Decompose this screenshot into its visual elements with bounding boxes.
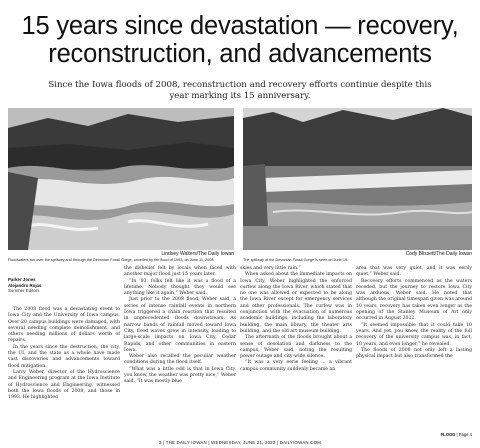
body-paragraph: The floods of 2008 not only left a lasting physical impact but also transformed the — [356, 347, 472, 360]
article-headline — [8, 12, 472, 68]
section-page-tag — [400, 432, 472, 437]
page-footer: 3 | THE DAILY IOWAN | WEDNESDAY, JUNE 21, 2023 | DAILYIOWAN.COM — [158, 440, 322, 445]
body-paragraph: In the years since the destruction, the city, the UI, and the state as a whole have made vast discoveries and advancements toward flood mitigation. — [8, 344, 120, 369]
section-separator: | — [456, 432, 458, 437]
photo-credit-left: Lindsey Walters/The Daily Iowan — [161, 251, 234, 257]
flood-spillway-photo — [8, 108, 234, 250]
author-name: Parker Jones — [8, 277, 36, 282]
body-paragraph: Just prior to the 2008 flood, Weber said, a series of intense rainfall events in northern Iowa triggered a chain reaction that resulted in unprecedented floods downstream. As narrow bands of rainfall moved toward Iowa City, flood waves grew in intensity, leading to large-scale impacts on Iowa City, Cedar Rapids, and other communities in eastern Iowa. — [124, 297, 236, 353]
spillway-now-photo — [243, 108, 472, 250]
headline-line-2: reconstruction, and advancements — [48, 40, 432, 68]
body-paragraph: the disbelief felt by locals when faced with another major flood just 15 years later. — [124, 266, 236, 278]
photo-caption-right: The spillway at the Devonian Fossil Gorge is seen on June 19. — [243, 258, 349, 262]
body-column-1 — [8, 307, 120, 401]
body-column-4 — [356, 266, 472, 360]
body-paragraph: “It was a very eerie feeling ... a vibrant campus community suddenly became an — [240, 360, 352, 372]
photo-caption-left: Floodwaters run over the spillway and through the Devonian Fossil Gorge, unveiled by the flood of 1993, on June 11, 2008. — [8, 258, 215, 262]
body-paragraph: area that was very quiet, and it was eerily quiet,” Weber said. — [356, 266, 472, 278]
body-paragraph: “What was a little odd is that in Iowa City, you know, the weather was pretty nice,” Weber said. “It was mostly blue — [124, 366, 236, 385]
article-subhead: Since the Iowa floods of 2008, reconstruction and recovery efforts continue despite this year marking its 15 anniversary. — [48, 80, 432, 101]
body-paragraph: “In ’93, folks felt like it was a flood of a lifetime. Nobody thought they would see anything like it again,” Weber said. — [124, 278, 236, 297]
body-column-3 — [240, 266, 352, 373]
body-paragraph: Weber also recalled the peculiar weather conditions during the flood itself. — [124, 354, 236, 366]
article-byline — [8, 277, 120, 294]
author-role: Summer Editors — [8, 288, 40, 294]
body-paragraph: The 2008 flood was a devastating event to Iowa City and the University of Iowa campus. Over 20 campus buildings were damaged, with several needing complete demolishment, and others needing millions of dollars worth of repairs. — [8, 307, 120, 344]
body-paragraph: Recovery efforts commenced as the waters receded, but the journey to restore Iowa City was arduous, Weber said. He noted that although the original timespan given was around 10 years, recovery has taken even longer as the opening of the Stanley Museum of Art only occurred in August 2022. — [356, 278, 472, 322]
spillway-now-image — [243, 108, 472, 250]
body-paragraph: Larry Weber, director of the Hydroscience and Engineering program at the Iowa Institute of Hydroscience and Engineering, witnessed both the Iowa floods of 2008, and those in 1993. He highlighted — [8, 369, 120, 401]
section-page-number: Page 4 — [458, 432, 472, 437]
body-paragraph: When asked about the immediate impacts on Iowa City, Weber highlighted the enforced curfew along the Iowa River, which stated that no one was allowed or expected to be along the Iowa River except for emergency services and other professionals. The curfew was in conjunction with the evacuation of numerous academic buildings, including the laboratory building, the main library, the theater arts building, and the old art museum building. — [240, 272, 352, 334]
body-column-2 — [124, 266, 236, 386]
headline-line-1: 15 years since devastation — recovery, — [21, 12, 459, 40]
photo-credit-right: Cody Blissett/The Daily Iowan — [405, 251, 472, 257]
body-paragraph: The aftermath of the floods brought about a sense of desolation and darkness to the campus, Weber said, noting the resulting power outage and city-wide silence. — [240, 335, 352, 360]
author-name: Alejandro Rojas — [8, 282, 42, 288]
body-paragraph: skies and very little rain.” — [240, 266, 301, 271]
section-label: FLOOD — [440, 432, 456, 437]
body-paragraph: “It seemed impossible that it could take 10 years. And yet, you know, the reality of the full recovery of the university campus was, in fact, 10 years, and even longer,” he revealed. — [356, 322, 472, 347]
flood-spillway-image — [8, 108, 234, 250]
